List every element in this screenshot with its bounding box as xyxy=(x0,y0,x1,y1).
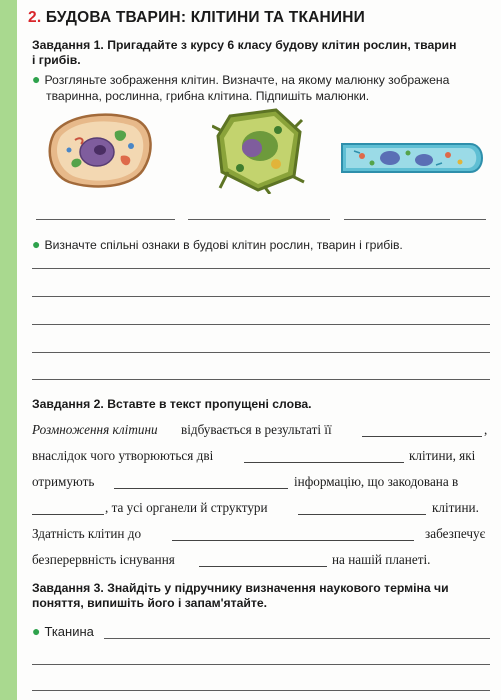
task2-line-3 xyxy=(32,474,492,492)
blank-6[interactable] xyxy=(172,540,414,541)
text-italic-term: Розмноження клітини xyxy=(32,422,158,437)
task3-heading-line1: Завдання 3. Знайдіть у підручнику визначення наукового терміна чи xyxy=(32,581,449,595)
animal-cell-image xyxy=(45,110,157,192)
term-row xyxy=(32,624,94,640)
answer-line-4[interactable] xyxy=(32,352,490,353)
task3-heading xyxy=(32,581,449,611)
answer-line-2[interactable] xyxy=(32,296,490,297)
text-segment: клітини. xyxy=(432,500,479,515)
bullet-icon: ● xyxy=(32,623,41,639)
task2-line-6 xyxy=(32,552,492,570)
term-label: Тканина xyxy=(44,624,94,639)
text-segment: інформацію, що закодована в xyxy=(294,474,459,489)
term-answer-line-2[interactable] xyxy=(32,664,490,665)
term-answer-line-3[interactable] xyxy=(32,690,490,691)
text-segment: Здатність клітин до xyxy=(32,526,142,541)
blank-3[interactable] xyxy=(114,488,288,489)
caption-line-1[interactable] xyxy=(36,219,175,220)
task1-question xyxy=(32,237,403,254)
section-title-text: БУДОВА ТВАРИН: КЛІТИНИ ТА ТКАНИНИ xyxy=(45,9,365,26)
section-title xyxy=(28,9,365,27)
bullet-icon: ● xyxy=(32,236,41,252)
task1-heading xyxy=(32,38,457,68)
blank-1[interactable] xyxy=(362,436,482,437)
fungal-cell-image xyxy=(340,141,488,175)
task1-heading-line1: Завдання 1. Пригадайте з курсу 6 класу будову клітин рослин, тварин xyxy=(32,38,457,52)
section-number: 2. xyxy=(28,9,42,26)
text-segment: відбувається в результаті її xyxy=(181,422,332,437)
text-segment: , xyxy=(484,422,488,437)
blank-7[interactable] xyxy=(199,566,327,567)
task1-question-text: Визначте спільні ознаки в будові клітин рослин, тварин і грибів. xyxy=(44,238,403,252)
task1-instruction-line2: тваринна, рослинна, грибна клітина. Підпишіть малюнки. xyxy=(46,88,370,103)
answer-line-3[interactable] xyxy=(32,324,490,325)
text-segment: безперервність існування xyxy=(32,552,175,567)
plant-cell-image xyxy=(212,106,307,194)
text-segment: отримують xyxy=(32,474,95,489)
text-segment: на нашій планеті. xyxy=(332,552,431,567)
answer-line-1[interactable] xyxy=(32,268,490,269)
task2-line-1 xyxy=(32,422,492,440)
task2-line-2 xyxy=(32,448,492,466)
text-segment: клітини, які xyxy=(409,448,476,463)
blank-4[interactable] xyxy=(32,514,104,515)
text-segment: забезпечує xyxy=(425,526,486,541)
blank-2[interactable] xyxy=(244,462,404,463)
caption-line-3[interactable] xyxy=(344,219,486,220)
blank-5[interactable] xyxy=(298,514,426,515)
task2-heading: Завдання 2. Вставте в текст пропущені слова. xyxy=(32,397,312,411)
task1-heading-line2: і грибів. xyxy=(32,53,81,67)
task1-instruction xyxy=(32,72,449,104)
answer-line-5[interactable] xyxy=(32,379,490,380)
bullet-icon: ● xyxy=(32,71,41,87)
green-side-band xyxy=(0,0,17,700)
term-answer-line-1[interactable] xyxy=(104,638,490,639)
caption-line-2[interactable] xyxy=(188,219,330,220)
text-segment: , та усі органели й структури xyxy=(105,500,268,515)
task3-heading-line2: поняття, випишіть його і запам'ятайте. xyxy=(32,596,267,610)
task1-instruction-line1: Розгляньте зображення клітин. Визначте, на якому малюнку зображена xyxy=(44,73,450,87)
text-segment: внаслідок чого утворюються дві xyxy=(32,448,214,463)
task2-line-4 xyxy=(32,500,492,518)
task2-line-5 xyxy=(32,526,492,544)
